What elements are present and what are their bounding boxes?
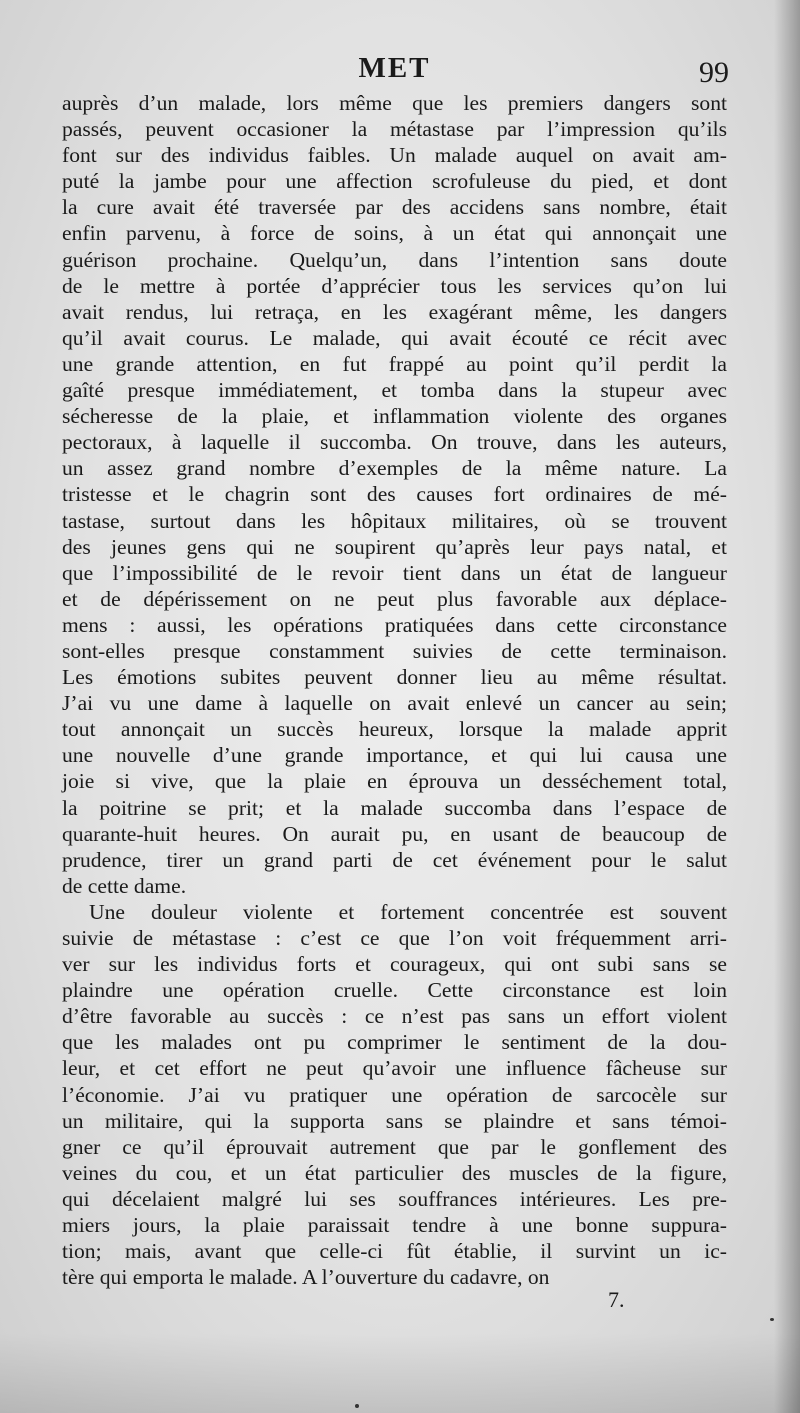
paragraph xyxy=(62,90,727,899)
text-line: qu’il avait courus. Le malade, qui avait écouté ce récit avec xyxy=(62,325,727,350)
text-line: miers jours, la plaie paraissait tendre à une bonne suppura- xyxy=(62,1213,727,1238)
signature-mark: 7. xyxy=(608,1287,625,1312)
text-line: puté la jambe pour une affection scrofuleuse du pied, et dont xyxy=(62,169,727,194)
page-number: 99 xyxy=(699,56,729,89)
text-line: J’ai vu une dame à laquelle on avait enlevé un cancer au sein; xyxy=(62,691,727,716)
text-line: tristesse et le chagrin sont des causes fort ordinaires de mé- xyxy=(62,482,727,507)
text-line: de le mettre à portée d’apprécier tous les services qu’on lui xyxy=(62,273,727,298)
ink-speck xyxy=(355,1404,359,1408)
text-line: ver sur les individus forts et courageux, qui ont subi sans se xyxy=(62,952,727,977)
text-line: leur, et cet effort ne peut qu’avoir une influence fâcheuse sur xyxy=(62,1056,727,1081)
text-line: la poitrine se prit; et la malade succomba dans l’espace de xyxy=(62,795,727,820)
text-line: et de dépérissement on ne peut plus favorable aux déplace- xyxy=(62,586,727,611)
text-line: font sur des individus faibles. Un malade auquel on avait am- xyxy=(62,143,727,168)
text-line: des jeunes gens qui ne soupirent qu’après leur pays natal, et xyxy=(62,534,727,559)
text-line: l’économie. J’ai vu pratiquer une opération de sarcocèle sur xyxy=(62,1082,727,1107)
text-line: suivie de métastase : c’est ce que l’on voit fréquemment arri- xyxy=(62,926,727,950)
text-line: un assez grand nombre d’exemples de la même nature. La xyxy=(62,456,727,481)
text-line: que les malades ont pu comprimer le sentiment de la dou- xyxy=(62,1030,727,1055)
text-line: de cette dame. xyxy=(62,873,187,898)
text-line: gner ce qu’il éprouvait autrement que par le gonflement des xyxy=(62,1134,727,1159)
text-line: d’être favorable au succès : ce n’est pas sans un effort violent xyxy=(62,1004,727,1029)
running-head: MET xyxy=(358,52,431,84)
page-shadow-bottom xyxy=(0,1333,800,1413)
text-line: une grande attention, en fut frappé au point qu’il perdit la xyxy=(62,351,727,376)
text-line: veines du cou, et un état particulier des muscles de la figure, xyxy=(62,1160,727,1185)
text-line: pectoraux, à laquelle il succomba. On trouve, dans les auteurs, xyxy=(62,430,727,455)
text-line: tère qui emporta le malade. A l’ouverture du cadavre, on xyxy=(62,1265,550,1290)
text-line: plaindre une opération cruelle. Cette circonstance est loin xyxy=(62,978,727,1003)
text-line: que l’impossibilité de le revoir tient dans un état de langueur xyxy=(62,560,727,585)
text-line: Une douleur violente et fortement concentrée est souvent xyxy=(89,899,727,924)
text-line: quarante-huit heures. On aurait pu, en usant de beaucoup de xyxy=(62,821,727,846)
text-line: tastase, surtout dans les hôpitaux militaires, où se trouvent xyxy=(62,508,727,533)
text-line: tout annonçait un succès heureux, lorsque la malade apprit xyxy=(62,717,727,742)
text-line: avait rendus, lui retraça, en les exagérant même, les dangers xyxy=(62,299,727,324)
text-line: passés, peuvent occasioner la métastase par l’impression qu’ils xyxy=(62,117,727,142)
text-line: tion; mais, avant que celle-ci fût établie, il survint un ic- xyxy=(62,1239,727,1264)
text-line: joie si vive, que la plaie en éprouva un desséchement total, xyxy=(62,769,727,794)
ink-speck xyxy=(770,1318,774,1321)
text-line: un militaire, qui la supporta sans se plaindre et sans témoi- xyxy=(62,1108,727,1133)
text-line: mens : aussi, les opérations pratiquées dans cette circonstance xyxy=(62,612,727,637)
text-line: qui décelaient malgré lui ses souffrances intérieures. Les pre- xyxy=(62,1186,727,1211)
text-line: enfin parvenu, à force de soins, à un état qui annonçait une xyxy=(62,221,727,246)
text-line: gaîté presque immédiatement, et tomba dans la stupeur avec xyxy=(62,378,727,403)
text-line: la cure avait été traversée par des accidens sans nombre, était xyxy=(62,195,727,220)
paragraph xyxy=(62,899,727,1290)
text-line: Les émotions subites peuvent donner lieu au même résultat. xyxy=(62,665,727,690)
text-line: auprès d’un malade, lors même que les premiers dangers sont xyxy=(62,91,727,115)
page-shadow-right xyxy=(774,0,800,1413)
text-line: guérison prochaine. Quelqu’un, dans l’intention sans doute xyxy=(62,247,727,272)
text-line: une nouvelle d’une grande importance, et qui lui causa une xyxy=(62,743,727,768)
text-line: sont-elles presque constamment suivies de cette terminaison. xyxy=(62,638,727,663)
text-line: prudence, tirer un grand parti de cet événement pour le salut xyxy=(62,847,727,872)
text-line: sécheresse de la plaie, et inflammation violente des organes xyxy=(62,404,727,429)
page-header xyxy=(62,52,727,88)
body-text xyxy=(62,90,727,1290)
